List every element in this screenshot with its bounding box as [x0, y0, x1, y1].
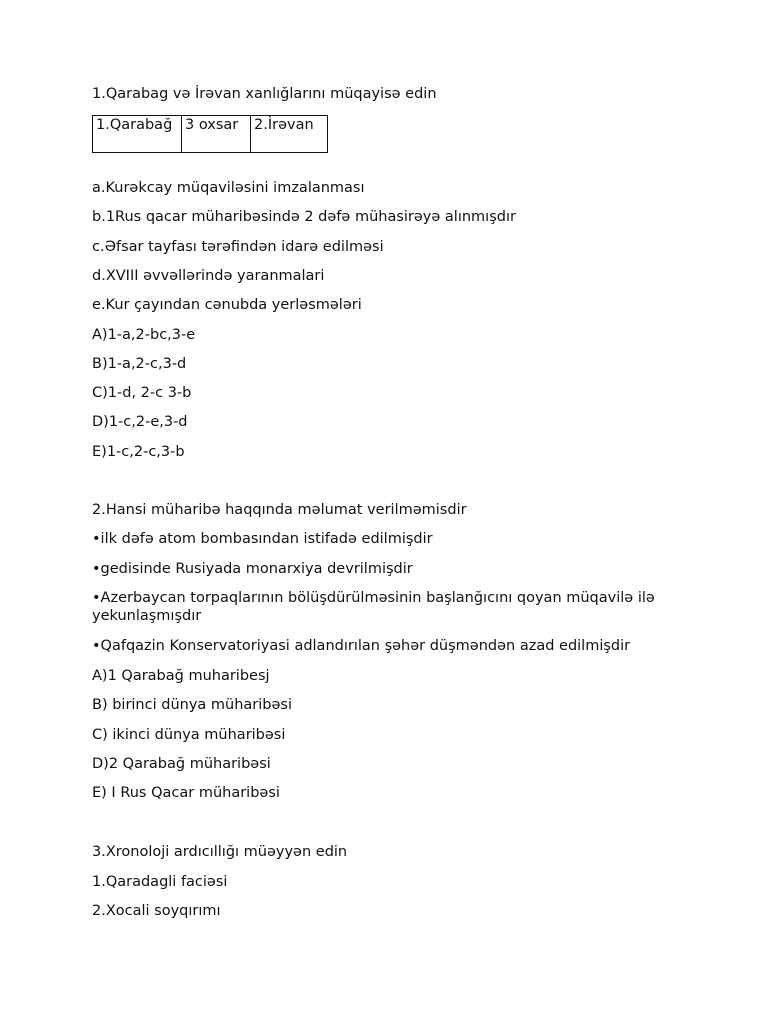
q1-statement-e: e.Kur çayından cənubda yerləsmələri: [92, 297, 362, 313]
q1-option-d: D)1-c,2-e,3-d: [92, 414, 188, 430]
table-cell-similar: 3 oxsar: [182, 116, 251, 153]
comparison-table: [92, 115, 328, 153]
q2-bullet-3: •Azerbaycan torpaqlarının bölüşdürülməsinin başlanğıcını qoyan müqavilə ilə yekunlaşmışdır: [92, 590, 655, 624]
q1-statement-b: b.1Rus qacar müharibəsində 2 dəfə mühasirəyə alınmışdır: [92, 209, 516, 225]
q3-item-2: 2.Xocali soyqırımı: [92, 903, 221, 919]
q1-option-a: A)1-a,2-bc,3-e: [92, 327, 196, 343]
table-row: [93, 116, 328, 153]
q1-option-c: C)1-d, 2-c 3-b: [92, 385, 192, 401]
q2-bullet-1: •ilk dəfə atom bombasından istifadə edilmişdir: [92, 531, 433, 547]
q2-option-a: A)1 Qarabağ muharibesj: [92, 668, 270, 684]
q2-title: 2.Hansi müharibə haqqında məlumat verilməmisdir: [92, 502, 467, 518]
q1-statement-d: d.XVIII əvvəllərində yaranmalari: [92, 268, 325, 284]
q1-title: 1.Qarabag və İrəvan xanlığlarını müqayisə edin: [92, 86, 437, 102]
q1-option-b: B)1-a,2-c,3-d: [92, 356, 187, 372]
table-cell-qarabag: 1.Qarabağ: [93, 116, 182, 153]
q2-bullet-4: •Qafqazin Konservatoriyasi adlandırılan şəhər düşməndən azad edilmişdir: [92, 638, 631, 654]
q2-option-d: D)2 Qarabağ müharibəsi: [92, 756, 271, 772]
q2-option-c: C) ikinci dünya müharibəsi: [92, 727, 286, 743]
q1-statement-c: c.Əfsar tayfası tərəfindən idarə edilməsi: [92, 239, 384, 255]
q2-option-b: B) birinci dünya müharibəsi: [92, 697, 292, 713]
q2-bullet-2: •gedisinde Rusiyada monarxiya devrilmişdir: [92, 561, 413, 577]
table-cell-irevan: 2.İrəvan: [251, 116, 328, 153]
q1-statement-a: a.Kurəkcay müqaviləsini imzalanması: [92, 180, 365, 196]
q1-option-e: E)1-c,2-c,3-b: [92, 444, 185, 460]
q2-option-e: E) I Rus Qacar müharibəsi: [92, 785, 280, 801]
q3-title: 3.Xronoloji ardıcıllığı müəyyən edin: [92, 844, 348, 860]
q3-item-1: 1.Qaradagli faciəsi: [92, 874, 228, 890]
